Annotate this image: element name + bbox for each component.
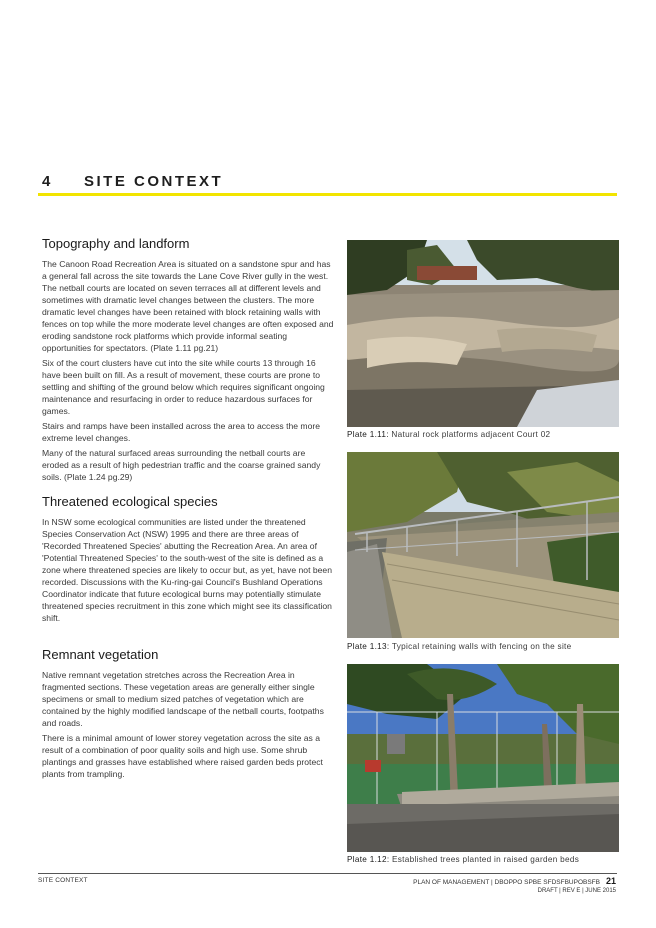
section-title: SITE CONTEXT — [84, 173, 224, 190]
plate-retaining-wall-photo — [347, 452, 619, 638]
plate-caption-text: Typical retaining walls with fencing on the site — [391, 642, 572, 651]
footer-rule — [38, 873, 617, 874]
footer-document-info — [413, 876, 616, 894]
plate-label: Plate 1.11: — [347, 430, 389, 439]
topography-paragraph: Six of the court clusters have cut into the site while courts 13 through 16 have been built on fill. As a result of movement, these courts are prone to settling and shifting of the ground below which requires significant ongoing maintenance and resurfacing in order to reduce hazardous surfaces for games. — [42, 358, 325, 416]
plate-label: Plate 1.12: — [347, 855, 390, 864]
topography-paragraph: The Canoon Road Recreation Area is situated on a sandstone spur and has a general fall across the site towards the Lane Cove River gully in the west. The netball courts are located on seven terraces all at different levels and sometimes with dramatic level changes between the clusters. The more dramatic level changes have been retained with block retaining walls with fences on top while the more moderate level changes are often exposed and eroding sandstone rock platforms which provide informal seating opportunities for spectators. (Plate 1.11 pg.21) — [42, 259, 334, 353]
plate-rock-platforms-photo — [347, 240, 619, 427]
threatened-heading: Threatened ecological species — [42, 494, 218, 509]
footer-section-label: SITE CONTEXT — [38, 877, 88, 884]
plate-caption-text: Established trees planted in raised garden beds — [392, 855, 580, 864]
section-number: 4 — [42, 173, 52, 190]
plate-caption — [347, 855, 579, 864]
topography-paragraph: Many of the natural surfaced areas surrounding the netball courts are eroded as a result of high pedestrian traffic and the coarse grained sandy soils. (Plate 1.24 pg.29) — [42, 448, 321, 482]
plate-caption — [347, 642, 572, 651]
section-rule — [38, 193, 617, 196]
remnant-heading: Remnant vegetation — [42, 647, 159, 662]
plate-caption — [347, 430, 550, 439]
topography-heading: Topography and landform — [42, 236, 190, 251]
topography-paragraph: Stairs and ramps have been installed across the area to access the more extreme level changes. — [42, 421, 321, 443]
remnant-paragraph: Native remnant vegetation stretches across the Recreation Area in fragmented sections. These vegetation areas are generally either single specimens or small to medium sized patches of vegetation which are contained by the highly modified landscape of the netball courts, footpaths and roads. — [42, 670, 324, 728]
threatened-paragraph: In NSW some ecological communities are listed under the threatened Species Conservation Act (NSW) 1995 and there are three areas of 'Recorded Threatened Species' abutting the Recreation Area. An area of 'Potential Threatened Species' to the south-west of the site is defined as a zone where threatened species are likely to occur but, as yet, have not been recorded. Discussions with the Ku-ring-gai Council's Bushland Operations Coordinator indicate that future ecological burns may potentially stimulate threatened species recruitment in this zone which might see its classification shift. — [42, 517, 332, 623]
text-column — [42, 236, 334, 783]
plate-caption-text: Natural rock platforms adjacent Court 02 — [391, 430, 551, 439]
remnant-paragraph: There is a minimal amount of lower storey vegetation across the site as a result of a combination of poor quality soils and high use. Some shrub plantings and grasses have established where raised garden beds protect plants from trampling. — [42, 733, 323, 779]
page-number: 21 — [605, 876, 616, 886]
plate-label: Plate 1.13: — [347, 642, 390, 651]
plate-garden-beds-photo — [347, 664, 619, 852]
footer-doc-title: PLAN OF MANAGEMENT | DBOPPO SPBE SFDSFBUPOBSFB — [413, 879, 600, 886]
footer-revision: DRAFT | REV E | JUNE 2015 — [537, 888, 616, 894]
